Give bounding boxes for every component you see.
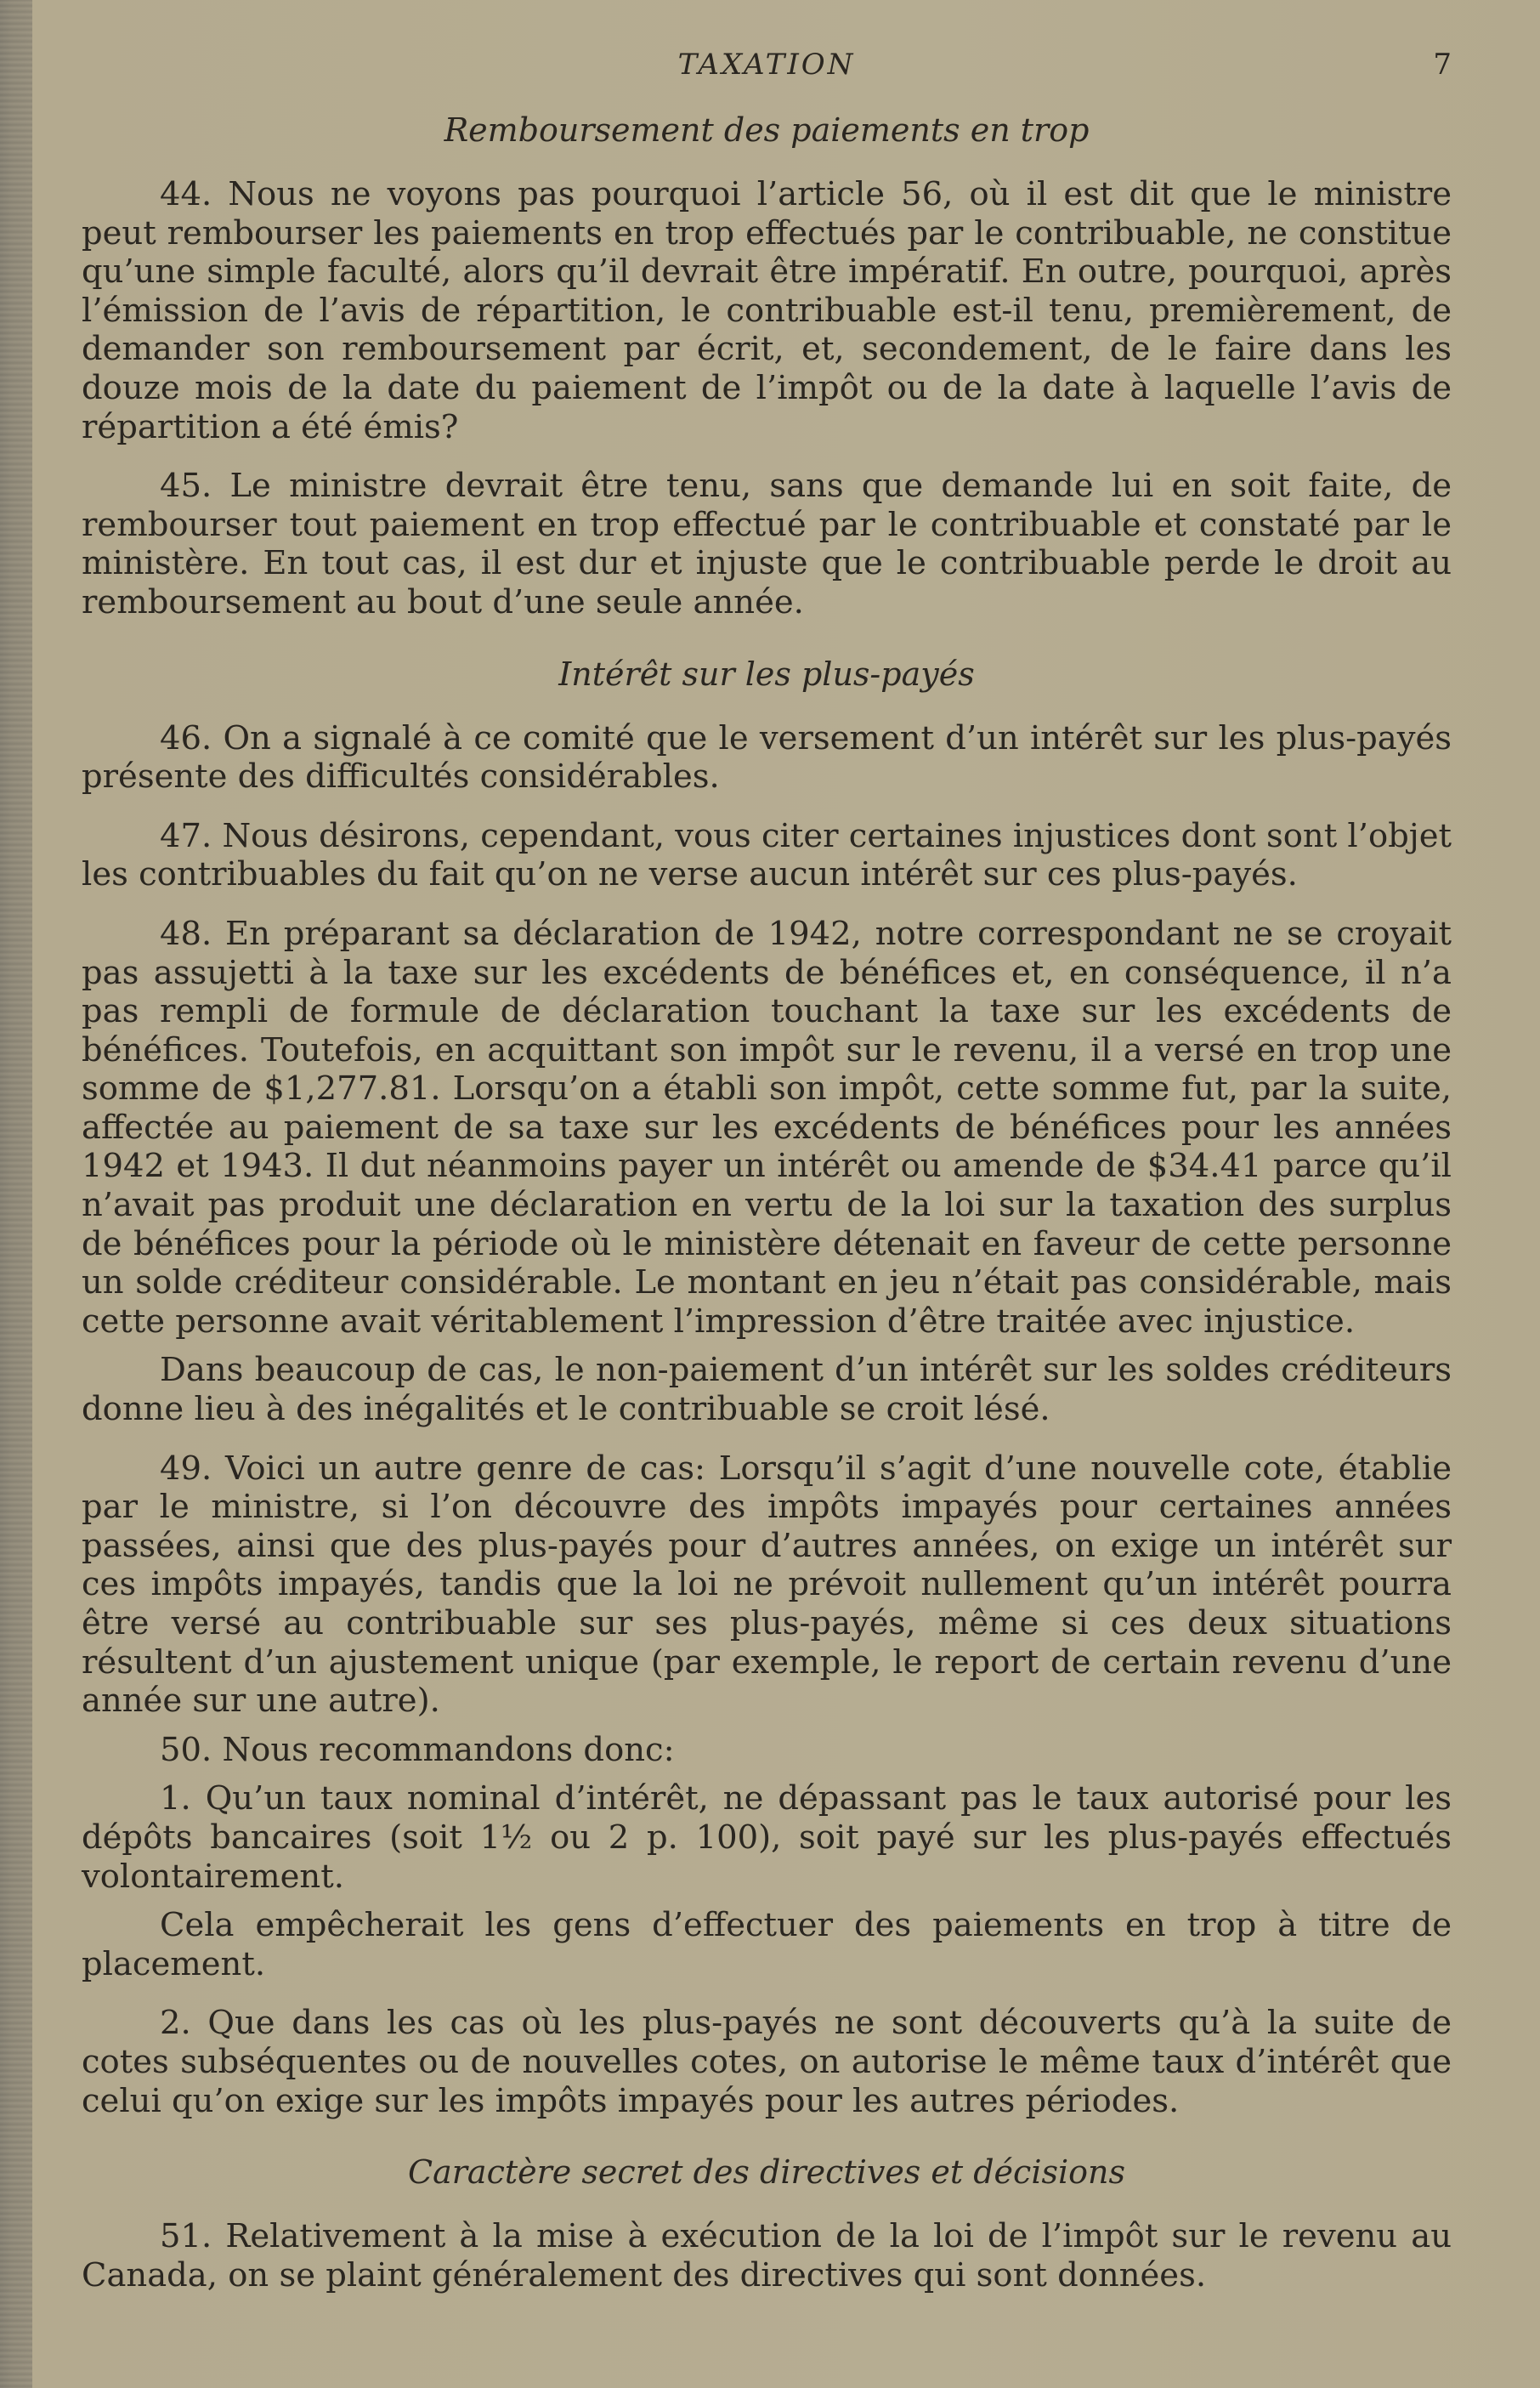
paragraph-44: 44. Nous ne voyons pas pourquoi l’article 56, où il est dit que le ministre peut rembourser les paiements en trop effectués par le contribuable, ne constitue qu’une simple faculté, alors qu’il devrait être impératif. En outre, pourquoi, après l’émission de l’avis de répartition, le contribuable est-il tenu, premièrement, de demander son remboursement par écrit, et, secondement, de le faire dans les douze mois de la date du paiement de l’impôt ou de la date à laquelle l’avis de répartition a été émis?	[82, 175, 1452, 446]
page-number: 7	[1433, 48, 1452, 82]
section-title-interet: Intérêt sur les plus-payés	[558, 655, 975, 693]
paragraph-48-continuation: Dans beaucoup de cas, le non-paiement d’un intérêt sur les soldes créditeurs donne lieu à des inégalités et le contribuable se croit lésé.	[82, 1351, 1452, 1429]
page-content	[82, 43, 1452, 2315]
paragraph-51: 51. Relativement à la mise à exécution de la loi de l’impôt sur le revenu au Canada, on se plaint généralement des directives qui sont données.	[82, 2217, 1452, 2294]
page-binding-edge	[0, 0, 32, 2388]
running-head: TAXATION	[677, 48, 856, 82]
recommendation-1-note: Cela empêcherait les gens d’effectuer des paiements en trop à titre de placement.	[82, 1906, 1452, 1983]
page-header	[82, 43, 1452, 94]
section-title-caractere-secret: Caractère secret des directives et décisions	[408, 2153, 1125, 2192]
paragraph-47: 47. Nous désirons, cependant, vous citer certaines injustices dont sont l’objet les contribuables du fait qu’on ne verse aucun intérêt sur ces plus-payés.	[82, 816, 1452, 894]
paragraph-46: 46. On a signalé à ce comité que le versement d’un intérêt sur les plus-payés présente des difficultés considérables.	[82, 718, 1452, 797]
paragraph-48: 48. En préparant sa déclaration de 1942, notre correspondant ne se croyait pas assujetti à la taxe sur les excédents de bénéfices et, en conséquence, il n’a pas rempli de formule de déclaration touchant la taxe sur les excédents de bénéfices. Toutefois, en acquittant son impôt sur le revenu, il a versé en trop une somme de $1,277.81. Lorsqu’on a établi son impôt, cette somme fut, par la suite, affectée au paiement de sa taxe sur les excédents de bénéfices pour les années 1942 et 1943. Il dut néanmoins payer un intérêt ou amende de $34.41 parce qu’il n’avait pas produit une déclaration en vertu de la loi sur la taxation des surplus de bénéfices pour la période où le ministère détenait en faveur de cette personne un solde créditeur considérable. Le montant en jeu n’était pas considérable, mais cette personne avait véritablement l’impression d’être traitée avec injustice.	[82, 914, 1452, 1341]
recommendation-1: 1. Qu’un taux nominal d’intérêt, ne dépassant pas le taux autorisé pour les dépôts bancaires (soit 1½ ou 2 p. 100), soit payé sur les plus-payés effectués volontairement.	[82, 1779, 1452, 1896]
paragraph-45: 45. Le ministre devrait être tenu, sans que demande lui en soit faite, de rembourser tout paiement en trop effectué par le contribuable et constaté par le ministère. En tout cas, il est dur et injuste que le contribuable perde le droit au remboursement au bout d’une seule année.	[82, 467, 1452, 621]
paragraph-49: 49. Voici un autre genre de cas: Lorsqu’il s’agit d’une nouvelle cote, établie par le ministre, si l’on découvre des impôts impayés pour certaines années passées, ainsi que des plus-payés pour d’autres années, on exige un intérêt sur ces impôts impayés, tandis que la loi ne prévoit nullement qu’un intérêt pourra être versé au contribuable sur ses plus-payés, même si ces deux situations résultent d’un ajustement unique (par exemple, le report de certain revenu d’une année sur une autre).	[82, 1449, 1452, 1721]
recommendation-2: 2. Que dans les cas où les plus-payés ne sont découverts qu’à la suite de cotes subséquentes ou de nouvelles cotes, on autorise le même taux d’intérêt que celui qu’on exige sur les impôts impayés pour les autres périodes.	[82, 2004, 1452, 2120]
section-title-remboursement: Remboursement des paiements en trop	[444, 111, 1090, 149]
paragraph-50: 50. Nous recommandons donc:	[160, 1730, 675, 1769]
